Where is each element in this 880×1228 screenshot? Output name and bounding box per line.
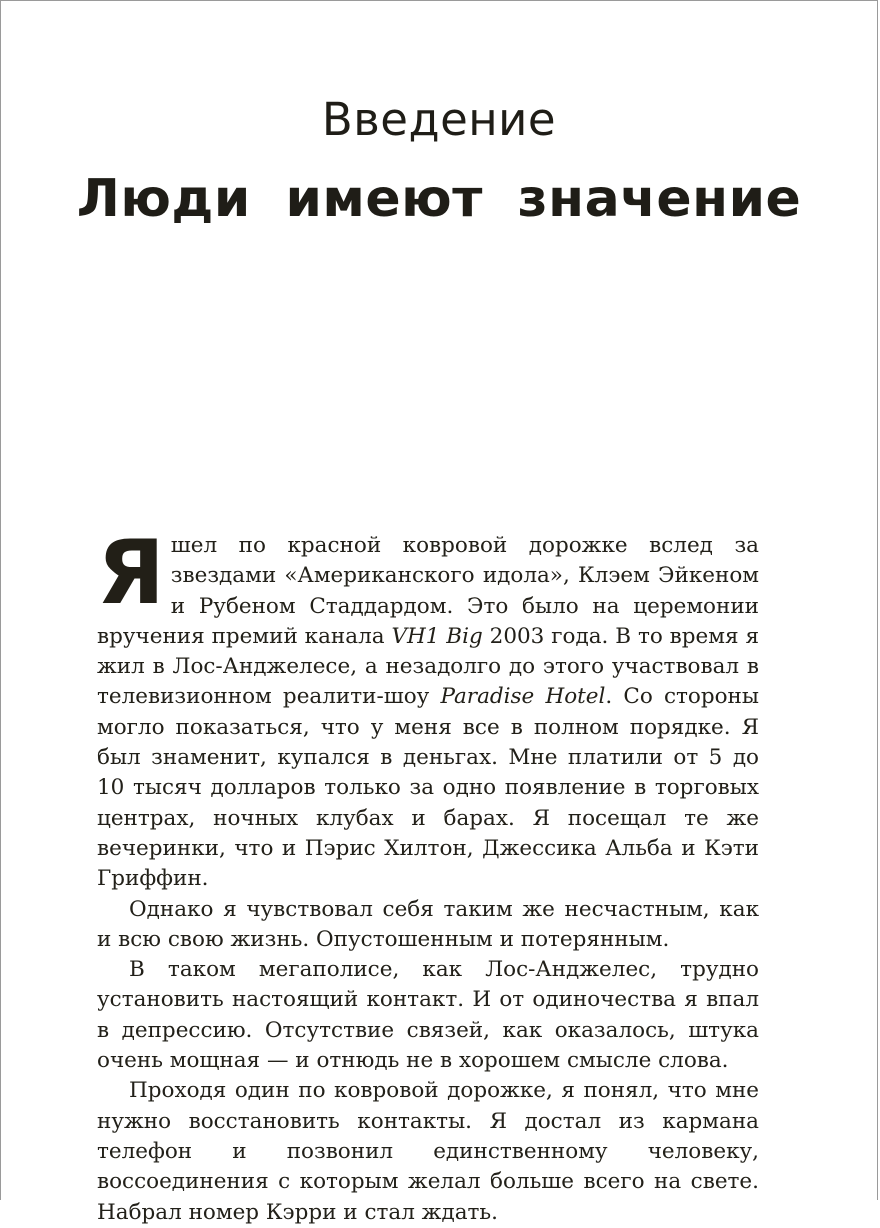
drop-cap: Я — [97, 521, 165, 624]
chapter-label: Введение — [321, 93, 557, 146]
paragraph-1-part-c: . Со стороны могло показаться, что у меня все в полном порядке. Я был знаменит, купался в деньгах. Мне платили от 5 до 10 тысяч долларов только за одно появление в торговых центрах, ночных клубах и барах. Я посещал те же вечеринки, что и Пэрис Хилтон, Джессика Альба и Кэти Гриффин. — [97, 684, 759, 892]
paragraph-3: В таком мегаполисе, как Лос-Анджелес, трудно установить настоящий контакт. И от одиночества я впал в депрессию. Отсутствие связей, как оказалось, штука очень мощная — и отнюдь не в хорошем смысле слова. — [97, 957, 759, 1074]
paragraph-1-part-a: шел по красной ковровой дорожке вслед за звездами «Американского идола», Клэем Эйкеном и Рубеном Стаддардом. Это было на церемонии вручения премий канала — [97, 533, 759, 649]
body-text — [97, 521, 760, 1228]
channel-name: VH1 Big — [391, 623, 483, 649]
show-name: Paradise Hotel — [440, 684, 606, 710]
paragraph-4: Проходя один по ковровой дорожке, я понял, что мне нужно восстановить контакты. Я достал из кармана телефон и позвонил единственному человеку, воссоединения с которым желал больше всего на свете. Набрал номер Кэрри и стал ждать. — [97, 1078, 759, 1225]
chapter-title: Люди имеют значение — [76, 169, 802, 229]
paragraph-1 — [97, 521, 760, 895]
paragraph-2: Однако я чувствовал себя таким же несчастным, как и всю свою жизнь. Опустошенным и потерянным. — [97, 896, 759, 952]
paragraph-1-part-b: 2003 года. В то время я жил в Лос-Анджелесе, а незадолго до этого участвовал в телевизионном реалити-шоу — [97, 623, 760, 710]
